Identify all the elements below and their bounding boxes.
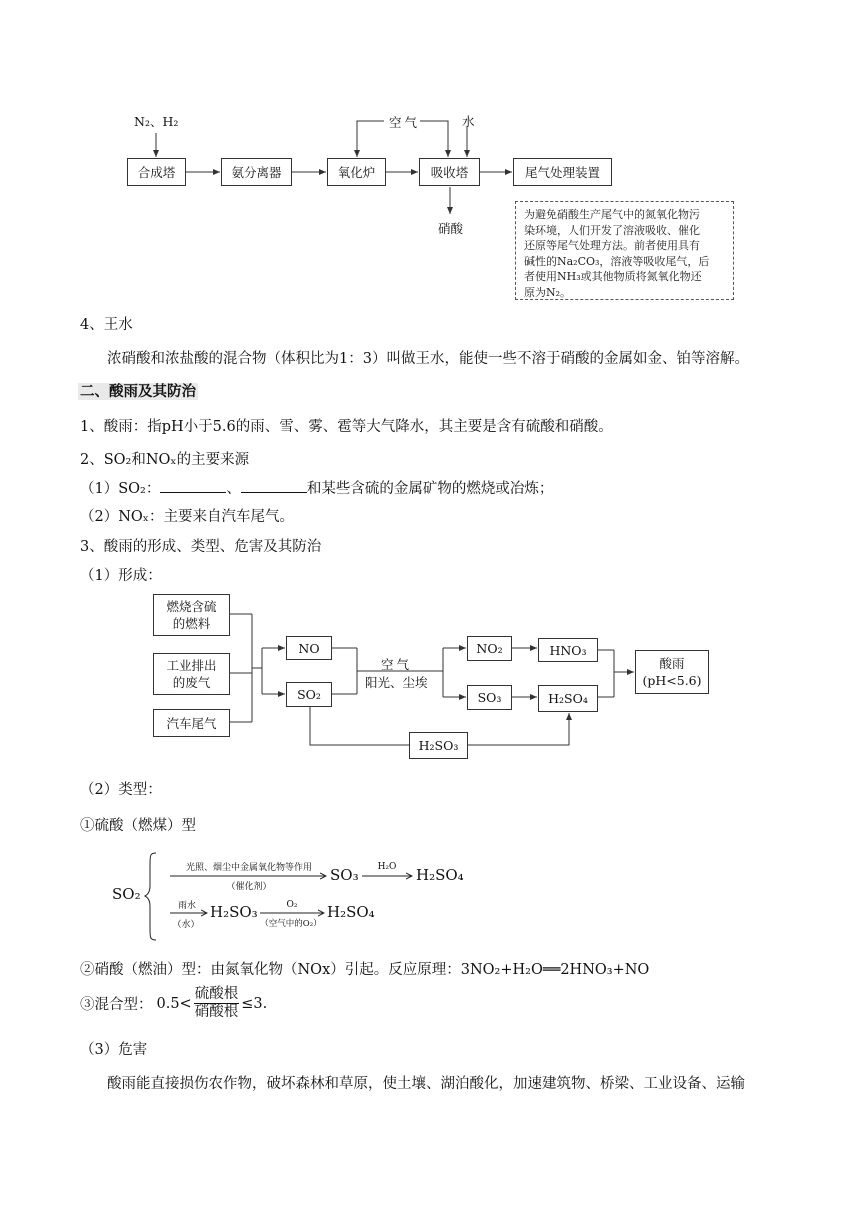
node-ammonia-separator: 氨分离器 <box>221 158 292 186</box>
sources-heading: 2、SO₂和NOₓ的主要来源 <box>80 452 250 468</box>
node-hno3: HNO₃ <box>538 638 598 662</box>
node-so3: SO₃ <box>467 685 512 710</box>
node-no2: NO₂ <box>467 636 512 661</box>
eq-so2: SO₂ <box>112 885 141 903</box>
eq-rainwater: 雨水 <box>177 901 196 911</box>
aqua-regia-heading: 4、王水 <box>80 317 133 333</box>
source-industrial-waste-gas: 工业排出 的废气 <box>153 653 230 695</box>
node-tail-gas-treatment: 尾气处理装置 <box>513 158 612 186</box>
eq-so3: SO₃ <box>330 866 359 884</box>
formation-heading: 3、酸雨的形成、类型、危害及其防治 <box>80 539 322 555</box>
ratio-numerator: 硫酸根 <box>194 986 239 1002</box>
node-h2so3: H₂SO₃ <box>409 732 468 759</box>
eq-o2: O₂ <box>286 900 298 910</box>
eq-h2so3: H₂SO₃ <box>210 903 258 921</box>
mixed-end: . <box>262 995 268 1012</box>
output-nitric-acid: 硝酸 <box>438 221 464 236</box>
note-line: 原为N₂。 <box>524 285 572 299</box>
node-no: NO <box>286 636 332 660</box>
node-synthesis-tower: 合成塔 <box>127 158 186 186</box>
aqua-regia-text: 浓硝酸和浓盐酸的混合物（体积比为1：3）叫做王水，能使一些不溶于硝酸的金属如金、铂等溶解。 <box>107 351 749 367</box>
section-title: 二、酸雨及其防治 <box>80 383 196 400</box>
type-mixed <box>80 986 267 1021</box>
acid-rain-definition: 1、酸雨：指pH小于5.6的雨、雪、雾、雹等大气降水，其主要是含有硫酸和硝酸。 <box>80 419 613 435</box>
ratio-denominator: 硝酸根 <box>194 1004 239 1020</box>
inputs-label: N₂、H₂ <box>134 114 179 129</box>
node-oxidation-furnace: 氧化炉 <box>327 158 386 186</box>
type-nitric: ②硝酸（燃油）型：由氮氧化物（NOx）引起。反应原理：3NO₂+H₂O══2HNO₃+NO <box>80 962 650 978</box>
types-heading: （2）类型： <box>80 782 162 798</box>
source-car-exhaust: 汽车尾气 <box>153 709 230 737</box>
condition-air: 空气 <box>381 657 413 672</box>
eq-h2o: H₂O <box>377 862 397 872</box>
condition-sunlight-dust: 阳光、尘埃 <box>365 675 428 690</box>
mixed-prefix: ③混合型： <box>80 997 153 1013</box>
note-line: 为避免硝酸生产尾气中的氮氧化物污 <box>524 208 700 221</box>
node-h2so4: H₂SO₄ <box>538 685 598 712</box>
eq-top-catalyst: （催化剂） <box>226 882 272 892</box>
eq-air-o2: （空气中的O₂） <box>260 919 322 929</box>
note-line: 还原等尾气处理方法。前者使用具有 <box>524 239 700 252</box>
type-sulfuric: ①硫酸（燃煤）型 <box>80 818 196 834</box>
so2-sep: 、 <box>226 481 241 497</box>
eq-water: （水） <box>172 920 200 930</box>
harm-text: 酸雨能直接损伤农作物，破坏森林和草原，使土壤、湖泊酸化，加速建筑物、桥梁、工业设备、运输 <box>107 1076 745 1092</box>
eq-top-condition: 光照、烟尘中金属氧化物等作用 <box>185 863 312 873</box>
so2-suffix: 和某些含硫的金属矿物的燃烧或冶炼； <box>306 481 554 497</box>
node-so2: SO₂ <box>286 682 332 707</box>
node-acid-rain: 酸雨 (pH<5.6) <box>635 650 709 694</box>
harm-heading: （3）危害 <box>80 1042 148 1058</box>
mixed-lower-bound: 0.5< <box>156 995 192 1012</box>
nox-sources-line: （2）NOₓ：主要来自汽车尾气。 <box>80 509 294 525</box>
eq-top-product: H₂SO₄ <box>416 866 464 884</box>
note-line: 染环境，人们开发了溶液吸收、催化 <box>524 223 700 237</box>
eq-bot-product: H₂SO₄ <box>327 903 375 921</box>
formation-subheading: （1）形成： <box>80 568 162 584</box>
source-sulfur-fuel: 燃烧含硫 的燃料 <box>153 594 230 636</box>
node-absorption-tower: 吸收塔 <box>419 158 480 186</box>
note-line: 者使用NH₃或其他物质将氮氧化物还 <box>524 270 702 283</box>
ratio-fraction <box>194 986 240 1021</box>
note-line: 碱性的Na₂CO₃，溶液等吸收尾气，后 <box>524 254 710 268</box>
air-label: 空气 <box>389 115 421 130</box>
water-label: 水 <box>462 114 475 129</box>
so2-prefix: （1）SO₂： <box>80 481 161 497</box>
mixed-upper-bound: ≤3 <box>241 995 263 1012</box>
